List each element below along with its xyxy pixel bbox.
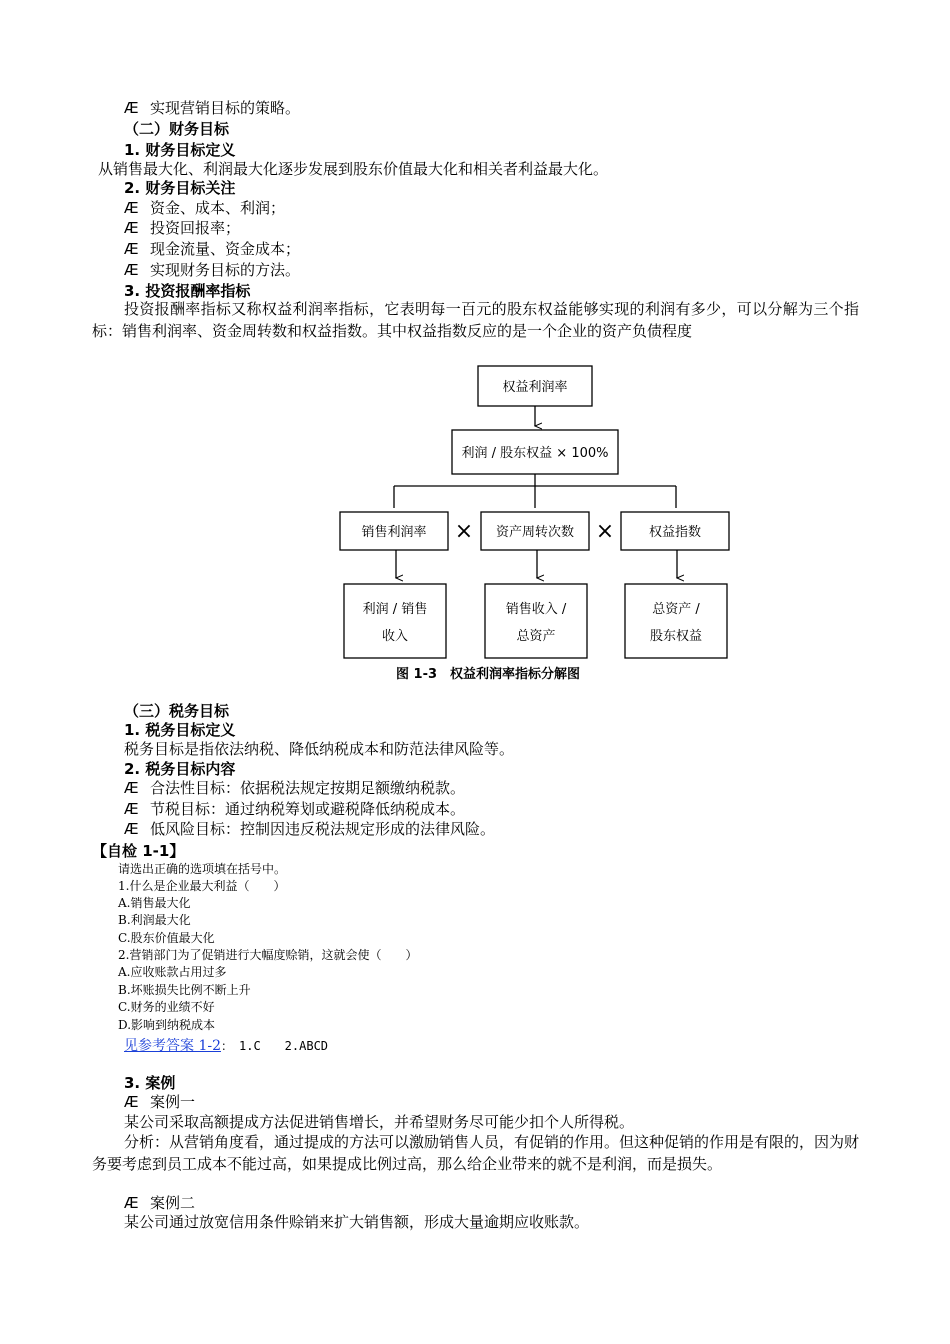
diagram-bottom-label: 收入: [381, 629, 409, 644]
selfcheck-line: D.影响到纳税成本: [118, 1018, 216, 1032]
roe-decomposition-diagram: [330, 362, 740, 662]
selfcheck-line: 请选出正确的选项填在括号中。: [118, 862, 287, 876]
tax-def-text: 税务目标是指依法纳税、降低纳税成本和防范法律风险等。: [124, 740, 515, 758]
selfcheck-line: B.坏账损失比例不断上升: [118, 983, 251, 997]
diagram-top-label: 权益利润率: [502, 380, 568, 395]
answer-line: [124, 1039, 328, 1053]
case1-analysis: 分析：从营销角度看，通过提成的方法可以激励销售人员，有促销的作用。但这种促销的作用是有限的，因为财务要考虑到员工成本不能过高，如果提成比例过高，那么给企业带来的就不是利润，而是损失。: [92, 1133, 860, 1173]
roe-paragraph: 投资报酬率指标又称权益利润率指标，它表明每一百元的股东权益能够实现的利润有多少，可以分解为三个指标：销售利润率、资金周转数和权益指数。其中权益指数反应的是一个企业的资产负债程度: [92, 300, 859, 340]
diagram-caption: 图 1-3 权益利润率指标分解图: [396, 667, 581, 682]
bullet-icon: Æ: [124, 240, 139, 258]
tax-content-item: Æ 低风险目标：控制因违反税法规定形成的法律风险。: [124, 820, 496, 838]
bullet-icon: Æ: [124, 219, 139, 237]
finance-focus-item: Æ 实现财务目标的方法。: [124, 261, 301, 279]
case1-label: Æ 案例一: [124, 1093, 196, 1111]
diagram-bottom-label: 总资产 /: [652, 602, 700, 617]
tax-def-heading: 1. 税务目标定义: [124, 721, 236, 739]
answer-link[interactable]: 见参考答案 1-2: [124, 1038, 221, 1054]
diagram-bottom-label: 股东权益: [649, 629, 703, 644]
tax-heading: （三）税务目标: [124, 702, 230, 720]
selfcheck-line: B.利润最大化: [118, 913, 191, 927]
times-symbol: ×: [454, 519, 474, 544]
intro-bullet: [124, 101, 300, 116]
diagram-mid-label: 资产周转次数: [495, 525, 575, 540]
bullet-icon: Æ: [124, 1093, 139, 1111]
diagram-formula-label: 利润 / 股东权益 × 100%: [461, 446, 609, 461]
times-symbol: ×: [595, 519, 615, 544]
diagram-bottom-label: 总资产: [516, 629, 556, 644]
finance-focus-heading: 2. 财务目标关注: [124, 179, 236, 197]
selfcheck-heading: 【自检 1-1】: [92, 842, 185, 860]
bullet-icon: Æ: [124, 820, 139, 838]
case2-text: 某公司通过放宽信用条件赊销来扩大销售额，形成大量逾期应收账款。: [124, 1213, 590, 1231]
tax-content-item: Æ 节税目标：通过纳税筹划或避税降低纳税成本。: [124, 800, 466, 818]
bullet-icon: Æ: [124, 1194, 139, 1212]
bottom-box-1: [344, 584, 446, 658]
finance-focus-item: Æ 现金流量、资金成本；: [124, 240, 301, 258]
roe-heading: 3. 投资报酬率指标: [124, 282, 251, 300]
intro-bullet-text: 实现营销目标的策略。: [150, 99, 301, 117]
selfcheck-line: A.销售最大化: [118, 896, 191, 910]
bottom-box-3: [625, 584, 727, 658]
diagram-bottom-label: 利润 / 销售: [362, 602, 428, 617]
bullet-icon: Æ: [124, 800, 139, 818]
case1-text: 某公司采取高额提成方法促进销售增长，并希望财务尽可能少扣个人所得税。: [124, 1113, 635, 1131]
selfcheck-line: 1.什么是企业最大利益（ ）: [118, 879, 286, 893]
selfcheck-line: C.财务的业绩不好: [118, 1000, 215, 1014]
selfcheck-line: A.应收账款占用过多: [118, 965, 227, 979]
answer-text: ： 1.C 2.ABCD: [221, 1039, 329, 1053]
diagram-bottom-label: 销售收入 /: [505, 602, 567, 617]
selfcheck-line: C.股东价值最大化: [118, 931, 215, 945]
bottom-box-2: [485, 584, 587, 658]
tax-content-item: Æ 合法性目标：依据税法规定按期足额缴纳税款。: [124, 779, 466, 797]
bullet-icon: Æ: [124, 199, 139, 217]
bullet-icon: Æ: [124, 99, 139, 117]
diagram-mid-label: 销售利润率: [361, 525, 427, 540]
case2-label: Æ 案例二: [124, 1194, 196, 1212]
diagram-mid-label: 权益指数: [648, 525, 702, 540]
cases-heading: 3. 案例: [124, 1074, 176, 1092]
finance-focus-item: Æ 资金、成本、利润；: [124, 199, 286, 217]
tax-content-heading: 2. 税务目标内容: [124, 760, 236, 778]
finance-def-heading: 1. 财务目标定义: [124, 141, 236, 159]
bullet-icon: Æ: [124, 779, 139, 797]
finance-def-text: 从销售最大化、利润最大化逐步发展到股东价值最大化和相关者利益最大化。: [98, 160, 609, 178]
selfcheck-line: 2.营销部门为了促销进行大幅度赊销，这就会使（ ）: [118, 948, 418, 962]
finance-focus-item: Æ 投资回报率；: [124, 219, 241, 237]
bullet-icon: Æ: [124, 261, 139, 279]
finance-heading: （二）财务目标: [124, 120, 230, 138]
